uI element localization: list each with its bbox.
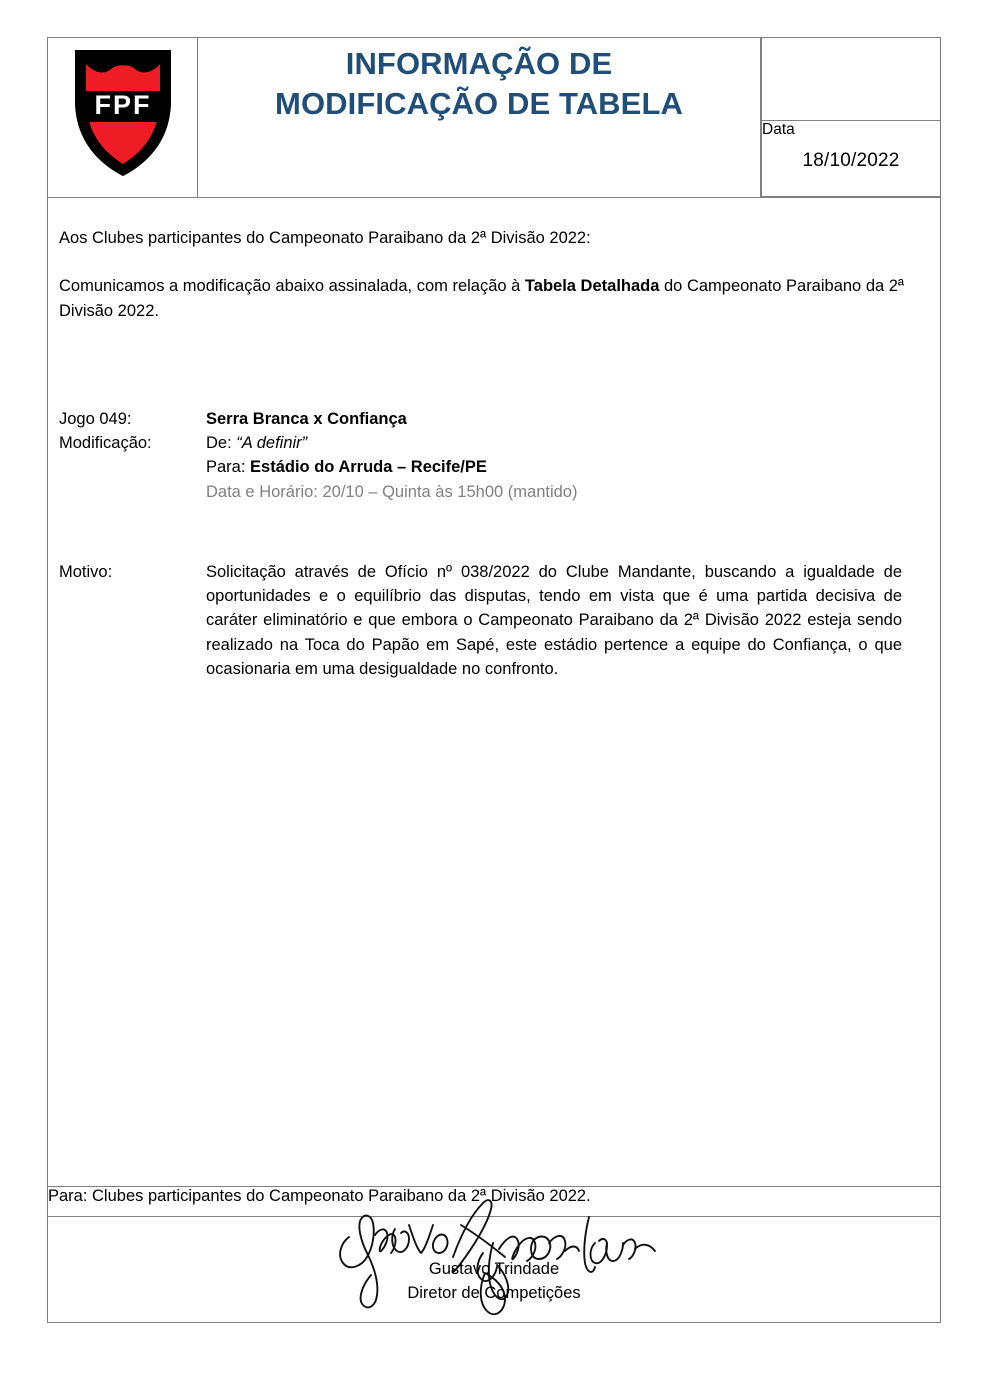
game-value: Serra Branca x Confiança	[206, 409, 407, 428]
logo-cell	[48, 38, 198, 198]
page-title-line-1: INFORMAÇÃO DE	[345, 46, 613, 81]
date-cell	[762, 121, 941, 197]
date-value: 18/10/2022	[802, 150, 900, 172]
reason-label: Motivo:	[59, 562, 113, 581]
reason-text: Solicitação através de Ofício nº 038/2022 do Clube Mandante, buscando a igualdade de oportunidades e o equilíbrio das disputas, tendo em vista que é uma partida decisiva de caráter eliminatório e que embora o Campeonato Paraibano da 2ª Divisão 2022 esteja sendo realizado na Toca do Papão em Sapé, este estádio pertence a equipe do Confiança, o que ocasionaria em uma desigualdade no confronto.	[206, 562, 902, 678]
venue-to-prefix: Para:	[206, 458, 251, 477]
body-row	[48, 198, 941, 1187]
signer-block	[48, 1258, 940, 1306]
fpf-shield-letters: FPF	[94, 90, 151, 120]
intro-highlight: Tabela Detalhada	[524, 277, 660, 296]
venue-from-value: “A definir”	[236, 434, 308, 452]
date-label: Data	[762, 121, 795, 138]
venue-to-line	[206, 455, 910, 479]
body-cell	[48, 198, 941, 1187]
page-title	[198, 38, 760, 129]
document-table	[47, 37, 941, 1323]
game-label: Jogo 049:	[59, 409, 132, 428]
spacer-before-match	[59, 323, 910, 407]
intro-text-before: Comunicamos a modificação abaixo assinalada, com relação à	[59, 277, 525, 296]
intro-text-after: do Campeonato Paraibano da 2ª Divisão 2022.	[59, 277, 905, 320]
signature-row	[48, 1217, 941, 1323]
match-game-row	[59, 407, 910, 431]
modification-values	[206, 431, 910, 504]
recipients-cell: Para: Clubes participantes do Campeonato Paraibano da 2ª Divisão 2022.	[48, 1187, 941, 1217]
spacer-before-reason	[59, 504, 910, 560]
venue-from-prefix: De:	[206, 434, 237, 452]
modification-label: Modificação:	[59, 434, 152, 452]
title-cell	[198, 38, 761, 198]
date-cell-group	[761, 38, 941, 198]
signer-title: Diretor de Competições	[407, 1283, 581, 1302]
signer-name: Gustavo Trindade	[428, 1260, 560, 1278]
venue-from-line	[206, 431, 910, 455]
intro-paragraph	[59, 274, 910, 323]
match-modification-row	[59, 431, 910, 504]
header-row	[48, 38, 941, 198]
reason-row	[59, 560, 910, 681]
footer-recipients-row	[48, 1187, 941, 1217]
page-title-line-2: MODIFICAÇÃO DE TABELA	[275, 85, 683, 121]
match-datetime-note: Data e Horário: 20/10 – Quinta às 15h00 (mantido)	[206, 482, 578, 501]
signature-cell	[48, 1217, 941, 1323]
fpf-shield-icon	[64, 38, 182, 181]
greeting-paragraph: Aos Clubes participantes do Campeonato Paraibano da 2ª Divisão 2022:	[59, 229, 591, 247]
header-blank-cell	[762, 38, 941, 121]
venue-to-value: Estádio do Arruda – Recife/PE	[250, 458, 487, 477]
